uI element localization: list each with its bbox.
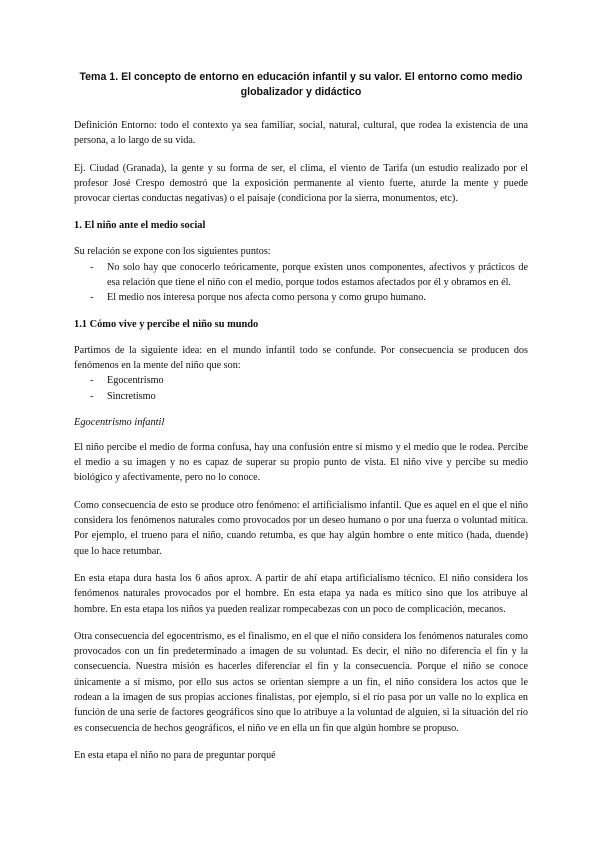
- section-1-list: [74, 260, 528, 306]
- list-item-text: No solo hay que conocerlo teóricamente, porque existen unos componentes, afectivos y prácticos de esa relación que tiene el niño con el medio, porque todos estamos afectados por él y obramos en él.: [107, 261, 528, 289]
- list-item-text: El medio nos interesa porque nos afecta como persona y como grupo humano.: [107, 292, 426, 304]
- list-item: [74, 290, 528, 305]
- dash-bullet: -: [90, 292, 94, 304]
- list-item-text: Sincretismo: [107, 390, 156, 402]
- paragraph: El niño percibe el medio de forma confusa, hay una confusión entre sí mismo y el medio que le rodea. Percibe el medio a su imagen y no es capaz de superar su propio punto de vista. El niño vive y percibe su medio biológico y afectivamente, pero no lo conoce.: [74, 441, 528, 484]
- document-body: [74, 70, 528, 775]
- section-1-1-intro: Partimos de la siguiente idea: en el mundo infantil todo se confunde. Por consecuencia se producen dos fenómenos en la mente del niño que son:: [74, 344, 528, 371]
- paragraph: En esta etapa dura hasta los 6 años aprox. A partir de ahí etapa artificialismo técnico. El niño considera los fenómenos naturales provocados por el hombre. En esta etapa ya nada es mítico sino que los atribuye al hombre. En esta etapa los niños ya pueden realizar rompecabezas con un poco de complicación, mecanos.: [74, 572, 528, 615]
- paragraph: Otra consecuencia del egocentrismo, es el finalismo, en el que el niño considera los fenómenos naturales como provocados con un fin predeterminado a imagen de su voluntad. Es decir, el niño no diferencia el fin y la consecuencia. Nuestra misión es hacerles diferenciar el fin y la consecuencia. Porque el niño se conoce únicamente a sí mismo, por ello sus actos se orientan siempre a un fin, el niño considera los actos que le rodean a la imagen de sus propias acciones finalistas, por ejemplo, si el río pasa por un valle no lo explica en función de una serie de factores geográficos sino que lo atribuye a la voluntad de alguien, si la situación del río es consecuencia de hechos geográficos, el niño ve en ella un fin que algún hombre se propuso.: [74, 630, 528, 734]
- list-item: [74, 389, 528, 404]
- paragraph: En esta etapa el niño no para de preguntar porqué: [74, 749, 276, 761]
- example-paragraph: Ej. Ciudad (Granada), la gente y su forma de ser, el clima, el viento de Tarifa (un estudio realizado por el profesor José Crespo demostró que la exposición permanente al viento fuerte, aturde la mente y puede provocar ciertas conductas negativas) o el paisaje (condiciona por la sierra, monumentos, etc).: [74, 162, 528, 205]
- section-1-heading: 1. El niño ante el medio social: [74, 220, 206, 232]
- list-item: [74, 260, 528, 291]
- dash-bullet: -: [90, 375, 94, 387]
- list-item: [74, 373, 528, 388]
- dash-bullet: -: [90, 261, 94, 273]
- section-1-intro: Su relación se expone con los siguientes puntos:: [74, 246, 271, 258]
- section-1-1-list: [74, 373, 528, 404]
- list-item-text: Egocentrismo: [107, 375, 164, 387]
- subsection-heading: Egocentrismo infantil: [74, 416, 165, 428]
- paragraph: Como consecuencia de esto se produce otro fenómeno: el artificialismo infantil. Que es aquel en el que el niño considera los fenómenos naturales como provocados por un deseo humano o por una fuerza o voluntad mítica. Por ejemplo, el trueno para el niño, cuando retumba, es que hay algún hombre o ente mítico (hada, duende) que lo hace retumbar.: [74, 499, 528, 557]
- dash-bullet: -: [90, 390, 94, 402]
- section-1-1-heading: 1.1 Cómo vive y percibe el niño su mundo: [74, 318, 259, 330]
- document-title: Tema 1. El concepto de entorno en educación infantil y su valor. El entorno como medio globalizador y didáctico: [79, 71, 523, 98]
- definition-paragraph: Definición Entorno: todo el contexto ya sea familiar, social, natural, cultural, que rodea la existencia de una persona, a lo largo de su vida.: [74, 120, 528, 147]
